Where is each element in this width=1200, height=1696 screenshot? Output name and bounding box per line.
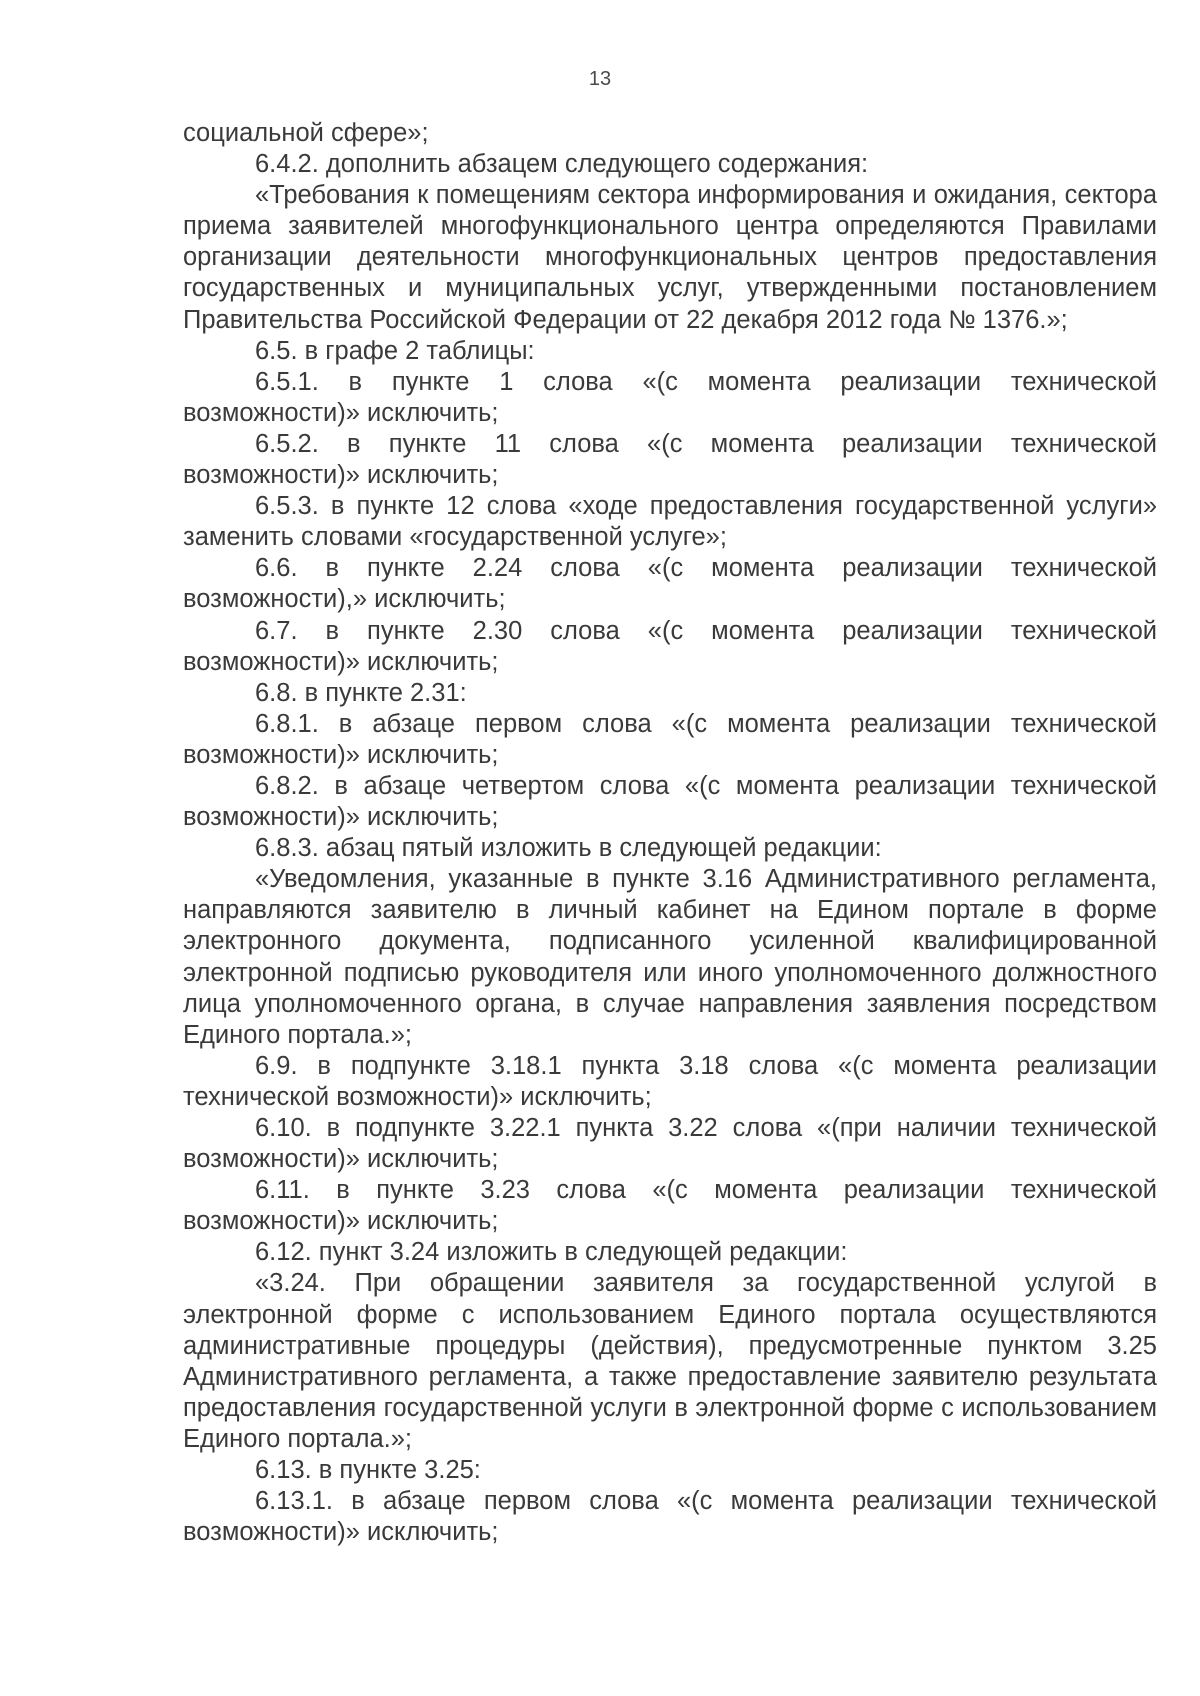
paragraph-6-11: 6.11. в пункте 3.23 слова «(с момента реализации технической возможности)» исключить;	[183, 1176, 1157, 1236]
paragraph-6-4-2: 6.4.2. дополнить абзацем следующего содержания:	[255, 150, 869, 179]
page-number: 13	[588, 68, 612, 90]
paragraph-6-7: 6.7. в пункте 2.30 слова «(с момента реализации технической возможности)» исключить;	[183, 616, 1157, 676]
paragraph-6-6: 6.6. в пункте 2.24 слова «(с момента реализации технической возможности),» исключить;	[183, 554, 1157, 614]
paragraph-quote-notifications: «Уведомления, указанные в пункте 3.16 Административного регламента, направляются заявителю в личный кабинет на Едином портале в форме электронного документа, подписанного усиленной квалифицированной электронной подписью руководителя или иного уполномоченного должностного лица уполномоченного органа, в случае направления заявления посредством Единого портала.»;	[183, 865, 1157, 1049]
paragraph-6-13-1: 6.13.1. в абзаце первом слова «(с момента реализации технической возможности)» исключить;	[183, 1487, 1157, 1547]
paragraph-6-13: 6.13. в пункте 3.25:	[255, 1456, 481, 1485]
paragraph-6-9: 6.9. в подпункте 3.18.1 пункта 3.18 слова «(с момента реализации технической возможности)» исключить;	[183, 1051, 1157, 1111]
paragraph-quote-3-24: «3.24. При обращении заявителя за государственной услугой в электронной форме с использованием Единого портала осуществляются административные процедуры (действия), предусмотренные пунктом 3.25 Административного регламента, а также предоставление заявителю результата предоставления государственной услуги в электронной форме с использованием Единого портала.»;	[183, 1269, 1157, 1453]
paragraph-6-12: 6.12. пункт 3.24 изложить в следующей редакции:	[255, 1238, 848, 1267]
paragraph-6-10: 6.10. в подпункте 3.22.1 пункта 3.22 слова «(при наличии технической возможности)» исключить;	[183, 1114, 1157, 1174]
paragraph-6-8: 6.8. в пункте 2.31:	[255, 678, 467, 707]
paragraph-6-5-1: 6.5.1. в пункте 1 слова «(с момента реализации технической возможности)» исключить;	[183, 367, 1157, 427]
document-body	[183, 118, 1157, 1548]
paragraph-quote-requirements: «Требования к помещениям сектора информирования и ожидания, сектора приема заявителей многофункционального центра определяются Правилами организации деятельности многофункциональных центров предоставления государственных и муниципальных услуг, утвержденными постановлением Правительства Российской Федерации от 22 декабря 2012 года № 1376.»;	[183, 181, 1157, 334]
paragraph-6-8-1: 6.8.1. в абзаце первом слова «(с момента реализации технической возможности)» исключить;	[183, 709, 1157, 769]
paragraph-6-5-2: 6.5.2. в пункте 11 слова «(с момента реализации технической возможности)» исключить;	[183, 429, 1157, 490]
paragraph-6-8-3: 6.8.3. абзац пятый изложить в следующей редакции:	[255, 834, 882, 863]
paragraph-continuation: социальной сфере»;	[183, 119, 429, 147]
paragraph-6-8-2: 6.8.2. в абзаце четвертом слова «(с момента реализации технической возможности)» исключить;	[183, 771, 1157, 832]
paragraph-6-5-3: 6.5.3. в пункте 12 слова «ходе предоставления государственной услуги» заменить словами «государственной услуге»;	[183, 492, 1157, 552]
paragraph-6-5: 6.5. в графе 2 таблицы:	[255, 336, 535, 365]
